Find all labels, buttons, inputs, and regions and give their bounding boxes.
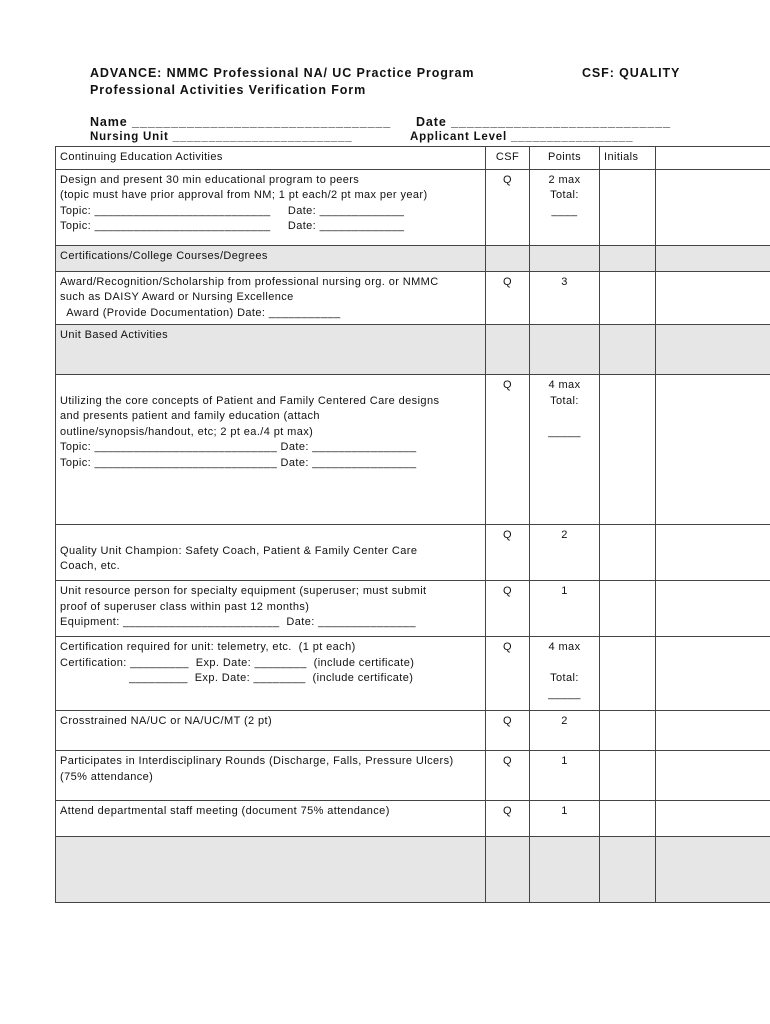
activity-text-line — [60, 378, 481, 394]
points-cell — [530, 581, 600, 637]
csf-cell: Q — [486, 271, 530, 325]
blank-cell — [56, 837, 486, 903]
activity-row — [56, 637, 770, 711]
section-empty-cell — [600, 325, 656, 375]
blank-cell — [656, 837, 770, 903]
initials-cell[interactable] — [600, 581, 656, 637]
activity-row — [56, 711, 770, 751]
csf-cell: Q — [486, 375, 530, 525]
blank-cell — [600, 837, 656, 903]
blank-cell — [486, 837, 530, 903]
column-header-activity: Continuing Education Activities — [56, 147, 486, 170]
activity-text-line: Certification: _________ Exp. Date: ________ (include certificate) — [60, 656, 415, 669]
points-cell — [530, 169, 600, 245]
initials-cell[interactable] — [600, 169, 656, 245]
name-field[interactable]: Name _________________________________ — [90, 115, 392, 129]
applicant-level-field[interactable]: Applicant Level _________________ — [410, 131, 634, 143]
points-cell — [530, 801, 600, 837]
activity-text-line: Utilizing the core concepts of Patient and Family Centered Care designs — [60, 394, 440, 407]
activity-row — [56, 581, 770, 637]
points-cell — [530, 751, 600, 801]
activity-text-line: Quality Unit Champion: Safety Coach, Patient & Family Center Care — [60, 544, 418, 557]
points-cell — [530, 525, 600, 581]
program-title: ADVANCE: NMMC Professional NA/ UC Practice Program — [90, 66, 475, 80]
initials-cell[interactable] — [600, 711, 656, 751]
csf-cell: Q — [486, 525, 530, 581]
points-cell — [530, 375, 600, 525]
points-text-line — [534, 656, 595, 672]
csf-label: CSF: QUALITY — [582, 66, 681, 80]
section-title: Certifications/College Courses/Degrees — [56, 245, 486, 271]
points-text-line — [534, 409, 595, 425]
activity-row — [56, 751, 770, 801]
points-text-line: 2 — [561, 715, 568, 727]
activity-cell — [56, 525, 486, 581]
activity-cell — [56, 375, 486, 525]
csf-cell: Q — [486, 711, 530, 751]
activity-text-line: Award/Recognition/Scholarship from professional nursing org. or NMMC — [60, 275, 439, 288]
activity-text-line: proof of superuser class within past 12 months) — [60, 600, 310, 613]
activities-table — [55, 146, 770, 903]
activity-text-line: Topic: ____________________________ Date: ________________ — [60, 456, 417, 469]
section-empty-cell — [530, 325, 600, 375]
activity-cell — [56, 751, 486, 801]
activity-text-line: _________ Exp. Date: ________ (include certificate) — [60, 672, 414, 684]
activity-cell — [56, 637, 486, 711]
extra-column-cell — [656, 375, 770, 525]
extra-column-cell — [656, 581, 770, 637]
nursing-unit-field[interactable]: Nursing Unit _________________________ — [90, 131, 353, 143]
activity-row — [56, 525, 770, 581]
section-row — [56, 245, 770, 271]
extra-column-cell — [656, 637, 770, 711]
csf-cell: Q — [486, 751, 530, 801]
extra-column-cell — [656, 147, 770, 170]
points-text-line: Total: — [550, 394, 579, 407]
initials-cell[interactable] — [600, 375, 656, 525]
points-text-line: 1 — [561, 755, 568, 767]
section-empty-cell — [656, 245, 770, 271]
extra-column-cell — [656, 525, 770, 581]
section-empty-cell — [600, 245, 656, 271]
section-row — [56, 325, 770, 375]
activity-text-line: Attend departmental staff meeting (document 75% attendance) — [60, 805, 390, 817]
csf-cell: Q — [486, 637, 530, 711]
csf-cell: Q — [486, 801, 530, 837]
points-text-line: _____ — [548, 425, 581, 438]
column-header-csf: CSF — [486, 147, 530, 170]
activity-text-line: and presents patient and family education (attach — [60, 410, 320, 422]
initials-cell[interactable] — [600, 637, 656, 711]
points-text-line: 3 — [561, 275, 568, 288]
activity-text-line: such as DAISY Award or Nursing Excellence — [60, 291, 294, 303]
activity-cell — [56, 801, 486, 837]
activity-text-line: Topic: ____________________________ Date: ________________ — [60, 441, 417, 453]
points-text-line: 1 — [561, 805, 568, 817]
activity-row — [56, 801, 770, 837]
activity-text-line: (75% attendance) — [60, 770, 154, 783]
activity-text-line — [60, 528, 481, 544]
extra-column-cell — [656, 271, 770, 325]
extra-column-cell — [656, 169, 770, 245]
activity-row — [56, 169, 770, 245]
activity-text-line: Award (Provide Documentation) Date: ___________ — [60, 306, 341, 319]
activity-text-line: Unit resource person for specialty equipment (superuser; must submit — [60, 585, 427, 597]
date-field[interactable]: Date ____________________________ — [416, 115, 671, 129]
activity-text-line: Crosstrained NA/UC or NA/UC/MT (2 pt) — [60, 715, 273, 727]
activity-text-line: Certification required for unit: telemetry, etc. (1 pt each) — [60, 641, 356, 653]
column-header-initials: Initials — [600, 147, 656, 170]
csf-cell: Q — [486, 169, 530, 245]
activity-cell — [56, 581, 486, 637]
section-empty-cell — [530, 245, 600, 271]
points-text-line: Total: — [550, 189, 579, 201]
section-empty-cell — [486, 325, 530, 375]
initials-cell[interactable] — [600, 751, 656, 801]
activity-text-line: Design and present 30 min educational program to peers — [60, 173, 360, 186]
activity-text-line: (topic must have prior approval from NM; 1 pt each/2 pt max per year) — [60, 189, 428, 201]
points-text-line: 4 max — [548, 379, 581, 391]
section-empty-cell — [656, 325, 770, 375]
activity-text-line: outline/synopsis/handout, etc; 2 pt ea./4 pt max) — [60, 425, 314, 438]
activity-text-line: Participates in Interdisciplinary Rounds (Discharge, Falls, Pressure Ulcers) — [60, 755, 454, 767]
initials-cell[interactable] — [600, 525, 656, 581]
extra-column-cell — [656, 751, 770, 801]
activity-text-line: Topic: ___________________________ Date: _____________ — [60, 204, 405, 217]
blank-row — [56, 837, 770, 903]
points-text-line: _____ — [548, 687, 581, 700]
initials-cell[interactable] — [600, 271, 656, 325]
activity-cell — [56, 271, 486, 325]
activity-text-line: Topic: ___________________________ Date: _____________ — [60, 220, 405, 232]
initials-cell[interactable] — [600, 801, 656, 837]
points-cell — [530, 711, 600, 751]
csf-cell: Q — [486, 581, 530, 637]
points-cell — [530, 271, 600, 325]
table-header-row — [56, 147, 770, 170]
activity-cell — [56, 711, 486, 751]
points-text-line: 2 max — [548, 173, 581, 186]
activity-text-line: Coach, etc. — [60, 560, 121, 572]
points-text-line: 2 — [561, 529, 568, 541]
extra-column-cell — [656, 711, 770, 751]
activity-row — [56, 271, 770, 325]
points-text-line: 1 — [561, 585, 568, 597]
column-header-points: Points — [530, 147, 600, 170]
section-empty-cell — [486, 245, 530, 271]
blank-cell — [530, 837, 600, 903]
points-text-line: 4 max — [548, 641, 581, 653]
activity-text-line: Equipment: ________________________ Date: _______________ — [60, 616, 416, 628]
form-title: Professional Activities Verification Form — [90, 83, 367, 97]
activity-row — [56, 375, 770, 525]
points-text-line: Total: — [550, 672, 579, 684]
points-text-line: ____ — [551, 204, 578, 217]
section-title: Unit Based Activities — [56, 325, 486, 375]
extra-column-cell — [656, 801, 770, 837]
points-cell — [530, 637, 600, 711]
activity-cell — [56, 169, 486, 245]
